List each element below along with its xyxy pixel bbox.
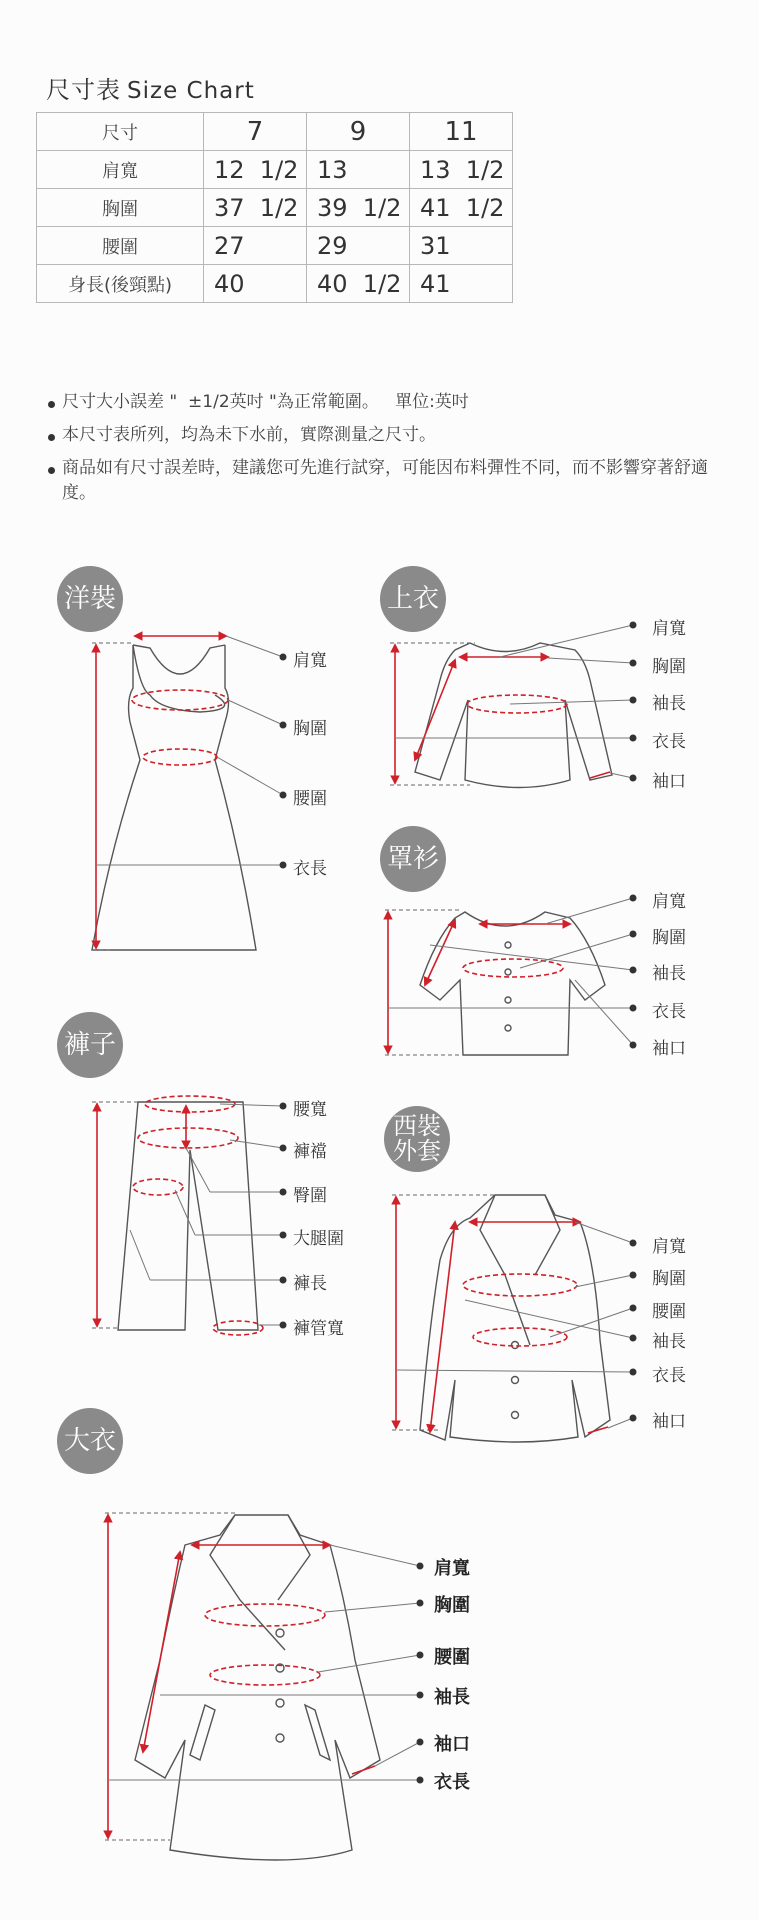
cell: 41 bbox=[410, 265, 513, 303]
note-text: 本尺寸表所列，均為未下水前，實際測量之尺寸。 bbox=[62, 425, 436, 445]
cell: 31 bbox=[410, 227, 513, 265]
suit-label: 腰圍 bbox=[652, 1302, 686, 1322]
pants-label: 褲襠 bbox=[293, 1142, 327, 1162]
pants-label: 大腿圍 bbox=[293, 1229, 344, 1249]
note-text: 商品如有尺寸誤差時，建議您可先進行試穿，可能因布料彈性不同，而不影響穿著舒適度。 bbox=[62, 458, 708, 503]
pants-label: 褲長 bbox=[293, 1274, 327, 1294]
header-7: 7 bbox=[204, 113, 307, 151]
cell: 41 1/2 bbox=[410, 189, 513, 227]
cell: 12 1/2 bbox=[204, 151, 307, 189]
top-label: 衣長 bbox=[652, 732, 686, 752]
coat-drawing bbox=[135, 1515, 380, 1860]
top-label: 胸圍 bbox=[652, 657, 686, 677]
header-11: 11 bbox=[410, 113, 513, 151]
top-label: 肩寬 bbox=[652, 619, 686, 639]
header-size: 尺寸 bbox=[37, 113, 204, 151]
note-text: 尺寸大小誤差 " ±1/2英吋 "為正常範圍。 單位:英吋 bbox=[62, 392, 469, 412]
top-drawing bbox=[415, 643, 612, 788]
dress-label: 胸圍 bbox=[293, 719, 327, 739]
top-label: 袖口 bbox=[652, 772, 686, 792]
cell: 13 1/2 bbox=[410, 151, 513, 189]
dress-label: 衣長 bbox=[293, 859, 327, 879]
cell: 40 1/2 bbox=[307, 265, 410, 303]
top-label: 袖長 bbox=[652, 694, 686, 714]
blouse-label: 肩寬 bbox=[652, 892, 686, 912]
badge-suit-line2: 外套 bbox=[393, 1137, 441, 1165]
title-en: Size Chart bbox=[127, 78, 255, 104]
blouse-label: 衣長 bbox=[652, 1002, 686, 1022]
badge-top: 上衣 bbox=[380, 566, 446, 632]
coat-label: 衣長 bbox=[434, 1772, 470, 1793]
cell: 29 bbox=[307, 227, 410, 265]
badge-coat: 大衣 bbox=[57, 1408, 123, 1474]
suit-label: 袖長 bbox=[652, 1332, 686, 1352]
suit-drawing bbox=[420, 1195, 610, 1442]
cell: 39 1/2 bbox=[307, 189, 410, 227]
cell: 37 1/2 bbox=[204, 189, 307, 227]
suit-label: 衣長 bbox=[652, 1366, 686, 1386]
badge-blouse: 罩衫 bbox=[380, 826, 446, 892]
row-label: 肩寬 bbox=[37, 151, 204, 189]
suit-label: 肩寬 bbox=[652, 1237, 686, 1257]
pants-label: 褲管寬 bbox=[293, 1319, 344, 1339]
title-zh: 尺寸表 bbox=[46, 76, 121, 104]
blouse-label: 袖長 bbox=[652, 964, 686, 984]
blouse-label: 胸圍 bbox=[652, 928, 686, 948]
dress-label: 肩寬 bbox=[293, 651, 327, 671]
coat-label: 腰圍 bbox=[434, 1647, 470, 1668]
badge-dress: 洋裝 bbox=[57, 566, 123, 632]
badge-suit-line1: 西裝 bbox=[393, 1112, 441, 1140]
dress-label: 腰圍 bbox=[293, 789, 327, 809]
header-9: 9 bbox=[307, 113, 410, 151]
row-label: 身長(後頸點) bbox=[37, 265, 204, 303]
blouse-drawing bbox=[420, 912, 605, 1055]
row-label: 腰圍 bbox=[37, 227, 204, 265]
suit-label: 胸圍 bbox=[652, 1269, 686, 1289]
badge-pants: 褲子 bbox=[57, 1012, 123, 1078]
coat-label: 袖口 bbox=[434, 1734, 470, 1755]
cell: 40 bbox=[204, 265, 307, 303]
coat-label: 肩寬 bbox=[434, 1558, 470, 1579]
suit-label: 袖口 bbox=[652, 1412, 686, 1432]
pants-label: 腰寬 bbox=[293, 1100, 327, 1120]
coat-label: 胸圍 bbox=[434, 1595, 470, 1616]
blouse-label: 袖口 bbox=[652, 1039, 686, 1059]
cell: 27 bbox=[204, 227, 307, 265]
pants-label: 臀圍 bbox=[293, 1186, 327, 1206]
coat-label: 袖長 bbox=[434, 1687, 470, 1708]
badge-suit bbox=[384, 1106, 450, 1172]
row-label: 胸圍 bbox=[37, 189, 204, 227]
cell: 13 bbox=[307, 151, 410, 189]
